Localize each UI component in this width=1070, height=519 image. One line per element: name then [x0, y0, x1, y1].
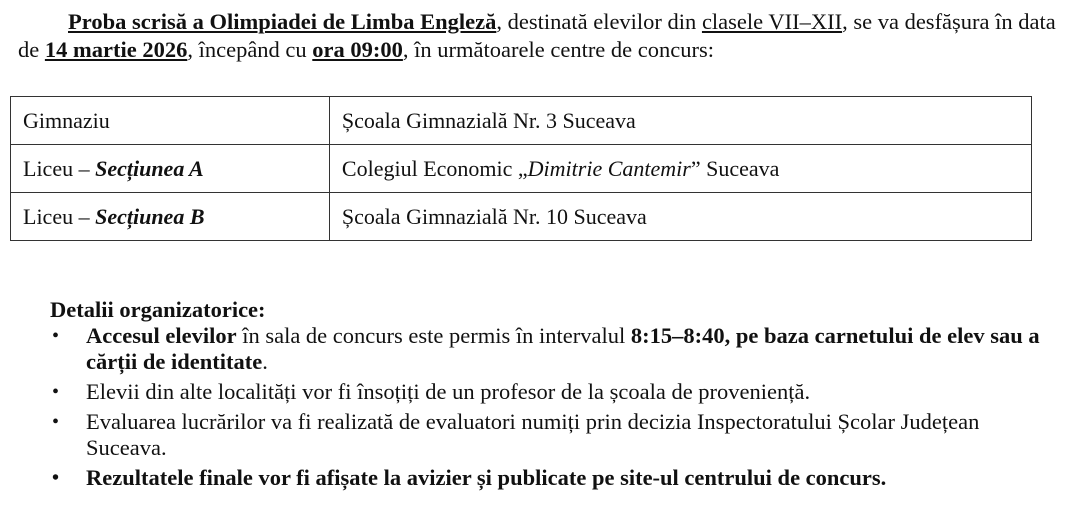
access-label: Accesul elevilor — [86, 323, 237, 348]
exam-title: Proba scrisă a Olimpiadei de Limba Engleză — [68, 9, 497, 34]
center-name: Colegiul Economic „ — [341, 155, 528, 181]
level-cell — [11, 97, 330, 145]
intro-text — [18, 8, 1058, 64]
bullet-icon: • — [52, 467, 60, 489]
center-cell — [329, 145, 1031, 193]
list-item — [50, 465, 1050, 491]
access-documents: , pe baza carnetului de elev sau a cărții de identitate — [86, 323, 1040, 374]
center-name-suffix: ” Suceava — [690, 155, 780, 181]
bullet-icon: • — [52, 381, 60, 403]
exam-date: 14 martie 2026 — [44, 37, 188, 62]
grades-range: clasele VII–XII — [701, 9, 843, 34]
intro-paragraph — [18, 8, 1058, 64]
level-section: Secțiunea A — [95, 155, 204, 181]
table-row — [11, 145, 1032, 193]
table-row — [11, 97, 1032, 145]
intro-text-2: , destinată elevilor din — [496, 9, 702, 34]
center-name: Școala Gimnazială Nr. 10 Suceava — [341, 203, 647, 229]
level-plain: Liceu – — [23, 155, 96, 181]
evaluation-text: Evaluarea lucrărilor va fi realizată de evaluatori numiți prin decizia Inspectoratului Școlar Județean Suceava. — [86, 409, 980, 460]
list-item — [50, 323, 1050, 375]
results-text: Rezultatele finale vor fi afișate la avizier și publicate pe site-ul centrului de concurs. — [86, 465, 887, 490]
intro-text-4: , se va desfășura în data de — [18, 9, 1056, 62]
bullet-icon: • — [52, 325, 60, 347]
level-plain: Gimnaziu — [23, 107, 110, 133]
intro-text-8: , în următoarele centre de concurs: — [402, 37, 715, 62]
exam-time: ora 09:00 — [312, 37, 403, 62]
level-cell — [11, 145, 330, 193]
center-cell — [329, 97, 1031, 145]
center-cell — [329, 193, 1031, 241]
accompaniment-text: Elevii din alte localități vor fi însoțiți de un profesor de la școala de proveniență. — [86, 379, 811, 404]
table-row — [11, 193, 1032, 241]
bullet-icon: • — [52, 411, 60, 433]
list-item — [50, 379, 1050, 405]
center-name-italic: Dimitrie Cantemir — [527, 155, 691, 181]
center-name: Școala Gimnazială Nr. 3 Suceava — [341, 107, 636, 133]
level-cell — [11, 193, 330, 241]
details-heading: Detalii organizatorice: — [50, 297, 266, 322]
level-section: Secțiunea B — [95, 203, 205, 229]
intro-text-6: , începând cu — [187, 37, 313, 62]
list-item — [50, 409, 1050, 461]
access-text: în sala de concurs este permis în intervalul — [236, 323, 631, 348]
level-plain: Liceu – — [23, 203, 96, 229]
access-interval: 8:15–8:40 — [630, 323, 725, 348]
access-end: . — [262, 349, 268, 374]
organizational-details — [50, 297, 1050, 491]
exam-centers-table — [10, 96, 1032, 241]
details-list — [50, 323, 1050, 491]
